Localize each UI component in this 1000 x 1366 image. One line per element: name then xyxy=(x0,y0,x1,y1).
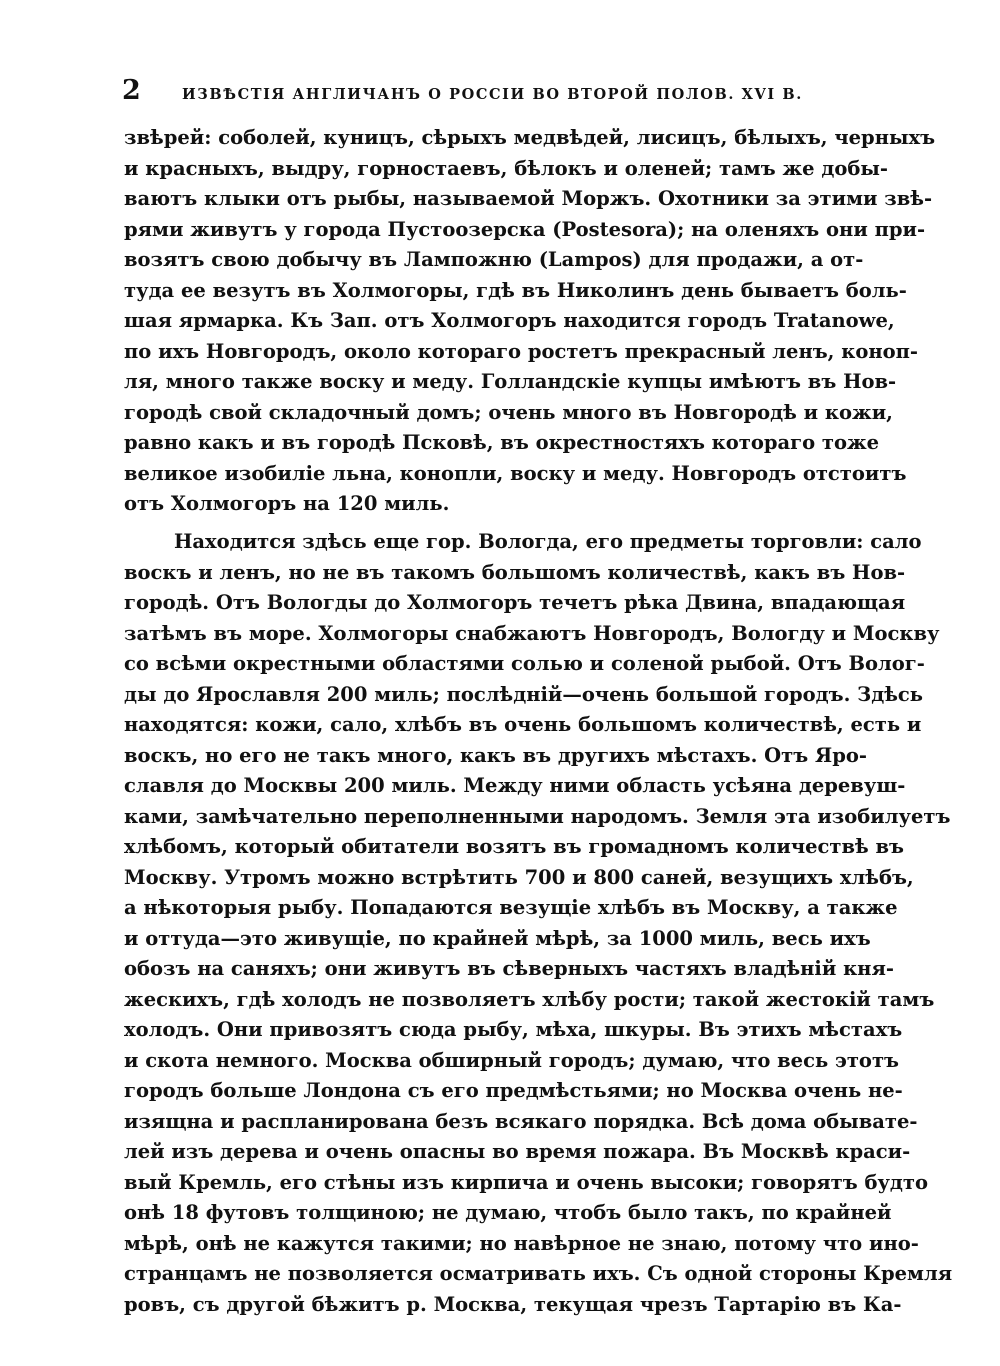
text-line: вый Кремль, его стѣны изъ кирпича и очень высоки; говорятъ будто xyxy=(124,1170,929,1194)
text-line: обозъ на саняхъ; они живутъ въ сѣверныхъ частяхъ владѣній кня- xyxy=(124,957,894,980)
text-line: воскъ, но его не такъ много, какъ въ другихъ мѣстахъ. Отъ Яро- xyxy=(124,743,867,767)
paragraph-2 xyxy=(124,527,953,1320)
text-line: рями живутъ у города Пустоозерска (Postesora); на оленяхъ они при- xyxy=(124,217,926,241)
text-line: изящна и распланирована безъ всякаго порядка. Всѣ дома обывате- xyxy=(124,1109,918,1133)
text-line: холодъ. Они привозятъ сюда рыбу, мѣха, шкуры. Въ этихъ мѣстахъ xyxy=(124,1018,903,1041)
text-line: а нѣкоторыя рыбу. Попадаются везущіе хлѣбъ въ Москву, а также xyxy=(124,896,898,919)
text-line: онѣ 18 футовъ толщиною; не думаю, чтобъ было такъ, по крайней xyxy=(124,1201,892,1224)
text-line: славля до Москвы 200 миль. Между ними область усѣяна деревуш- xyxy=(124,774,906,797)
text-line: великое изобиліе льна, конопли, воску и меду. Новгородъ отстоитъ xyxy=(124,461,907,485)
text-line: лей изъ дерева и очень опасны во время пожара. Въ Москвѣ краси- xyxy=(124,1140,911,1163)
text-line: ля, много также воску и меду. Голландскіе купцы имѣютъ въ Нов- xyxy=(124,370,897,393)
text-line: ды до Ярославля 200 миль; послѣдній—очень большой городъ. Здѣсь xyxy=(124,682,924,706)
paragraph-1 xyxy=(124,123,936,520)
text-line: звѣрей: соболей, куницъ, сѣрыхъ медвѣдей, лисицъ, бѣлыхъ, черныхъ xyxy=(124,126,936,149)
text-line: со всѣми окрестными областями солью и соленой рыбой. Отъ Волог- xyxy=(124,652,925,675)
text-line: равно какъ и въ городѣ Псковѣ, въ окрестностяхъ котораго тоже xyxy=(124,431,880,454)
text-line: городѣ свой складочный домъ; очень много въ Новгородѣ и кожи, xyxy=(124,400,893,424)
text-line: по ихъ Новгородъ, около котораго ростетъ прекрасный ленъ, коноп- xyxy=(124,339,918,363)
text-line: городѣ. Отъ Вологды до Холмогоръ течетъ рѣка Двина, впадающая xyxy=(124,591,906,614)
text-line: шая ярмарка. Къ Зап. отъ Холмогоръ находится городъ Tratanowe, xyxy=(124,309,895,332)
text-line: и скота немного. Москва обширный городъ; думаю, что весь этотъ xyxy=(124,1048,899,1072)
text-line: находятся: кожи, сало, хлѣбъ въ очень большомъ количествѣ, есть и xyxy=(124,713,922,736)
text-line: мѣрѣ, онѣ не кажутся такими; но навѣрное не знаю, потому что ино- xyxy=(124,1231,919,1255)
text-line: ками, замѣчательно переполненными народомъ. Земля эта изобилуетъ xyxy=(124,804,951,828)
text-line: и красныхъ, выдру, горностаевъ, бѣлокъ и оленей; тамъ же добы- xyxy=(124,156,888,180)
text-line: странцамъ не позволяется осматривать ихъ. Съ одной стороны Кремля xyxy=(124,1262,953,1285)
text-line: ваютъ клыки отъ рыбы, называемой Моржъ. Охотники за этими звѣ- xyxy=(124,187,933,210)
text-line: возятъ свою добычу въ Лампожню (Lampos) для продажи, а от- xyxy=(124,248,864,271)
text-line: отъ Холмогоръ на 120 миль. xyxy=(124,492,450,515)
text-line: воскъ и ленъ, но не въ такомъ большомъ количествѣ, какъ въ Нов- xyxy=(124,560,906,584)
text-line: хлѣбомъ, который обитатели возятъ въ громадномъ количествѣ въ xyxy=(124,835,905,858)
running-title: ИЗВѢСТІЯ АНГЛИЧАНЪ О РОССІИ ВО ВТОРОЙ ПОЛОВ. XVI В. xyxy=(182,86,803,103)
running-head xyxy=(122,76,842,106)
text-line: Москву. Утромъ можно встрѣтить 700 и 800 саней, везущихъ хлѣбъ, xyxy=(124,865,914,889)
text-line: и оттуда—это живущіе, по крайней мѣрѣ, за 1000 миль, весь ихъ xyxy=(124,926,871,950)
page-number: 2 xyxy=(122,75,141,106)
text-line: туда ее везутъ въ Холмогоры, гдѣ въ Николинъ день бываетъ боль- xyxy=(124,278,907,302)
text-line: затѣмъ въ море. Холмогоры снабжаютъ Новгородъ, Вологду и Москву xyxy=(124,621,940,645)
text-line: городъ больше Лондона съ его предмѣстьями; но Москва очень не- xyxy=(124,1079,903,1102)
text-line: жескихъ, гдѣ холодъ не позволяетъ хлѣбу рости; такой жестокій тамъ xyxy=(124,987,935,1011)
text-line: ровъ, съ другой бѣжитъ р. Москва, текущая чрезъ Тартарію въ Ка- xyxy=(124,1292,902,1316)
text-line: Находится здѣсь еще гор. Вологда, его предметы торговли: сало xyxy=(174,530,922,553)
